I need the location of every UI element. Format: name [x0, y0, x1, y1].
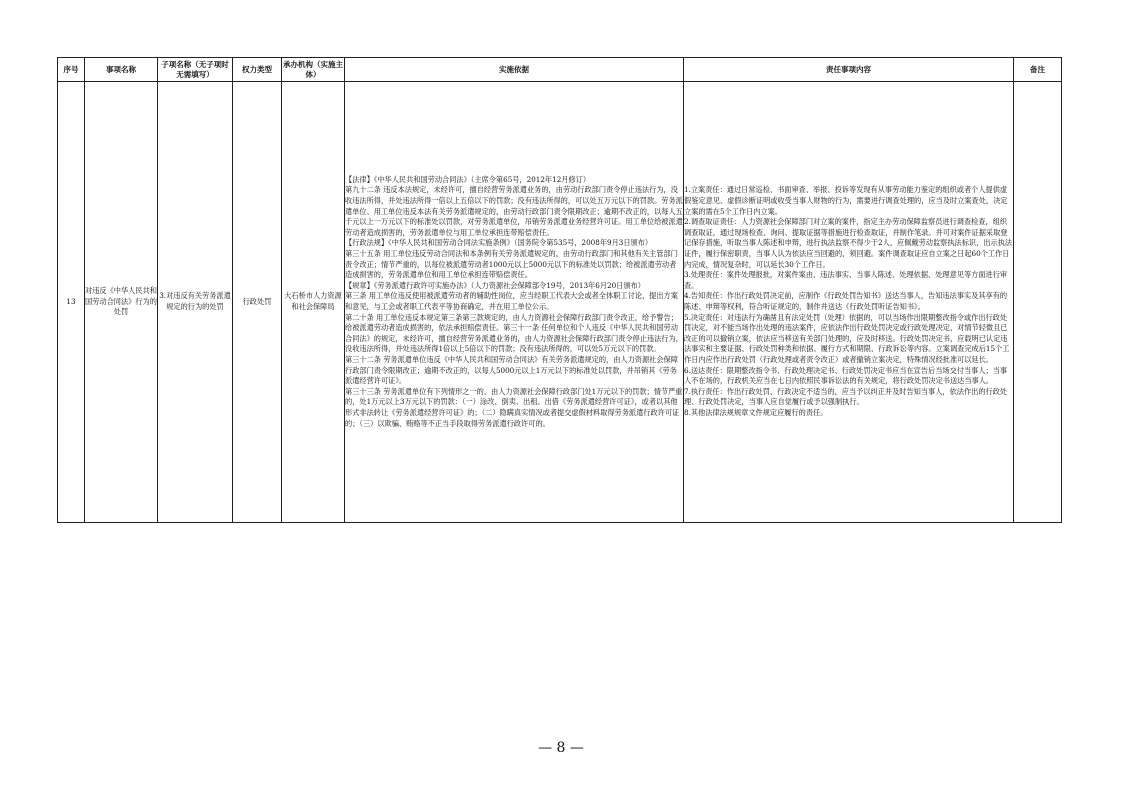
- header-item-name: 事项名称: [85, 58, 158, 82]
- duty-line: 1.立案责任：通过日常巡检、书面审查、举报、投诉等发现有从事劳动能力鉴定的组织或者个人提供虚假鉴定意见、虚假诊断证明或收受当事人财物的行为，需要进行调查处理的，应当及时立案查处，决定立案的需在5个工作日内立案。: [684, 185, 1008, 216]
- header-agency: 承办机构（实施主体）: [282, 58, 345, 82]
- header-basis: 实施依据: [345, 58, 684, 82]
- cell-power-type: 行政处罚: [233, 82, 282, 523]
- duty-line: 7.执行责任：作出行政处罚、行政决定不适当的，应当予以纠正并及时告知当事人，依法作出的行政处理、行政处罚决定，当事人应自觉履行或予以强制执行。: [684, 386, 1008, 407]
- basis-line: 【规章】《劳务派遣行政许可实施办法》（人力资源社会保障部令19号，2013年6月20日颁布）: [345, 280, 645, 290]
- basis-line: 第三十五条 用工单位违反劳动合同法和本条例有关劳务派遣规定的，由劳动行政部门和其他有关主管部门责令改正；情节严重的，以每位被派遣劳动者1000元以上5000元以下的标准处以罚款；给被派遣劳动者造成损害的，劳务派遣单位和用工单位承担连带赔偿责任。: [345, 249, 678, 280]
- cell-sub-item: 3.对违反有关劳务派遣规定的行为的处罚: [158, 82, 233, 523]
- table-row: [58, 82, 1062, 523]
- header-seq: 序号: [58, 58, 85, 82]
- basis-line: 第三条 用工单位违反使用被派遣劳动者的辅助性岗位，应当经职工代表大会或者全体职工讨论，提出方案和意见，与工会或者职工代表平等协商确定，并在用工单位公示。: [345, 291, 678, 311]
- header-sub-item: 子项名称（无子项时无需填写）: [158, 58, 233, 82]
- cell-item-name: 对违反《中华人民共和国劳动合同法》行为的处罚: [85, 82, 158, 523]
- header-remark: 备注: [1014, 58, 1062, 82]
- duty-line: 3.处理责任：案件处理报批，对案件案由、违法事实、当事人陈述、处理依据、处理意见等方面进行审查。: [684, 270, 1008, 290]
- header-row: [58, 58, 1062, 82]
- responsibility-table: [57, 57, 1062, 523]
- basis-line: 【行政法规】《中华人民共和国劳动合同法实施条例》（国务院令第535号，2008年9月3日颁布）: [345, 238, 653, 248]
- header-duty: 责任事项内容: [684, 58, 1014, 82]
- cell-remark: [1014, 82, 1062, 523]
- duty-line: 6.送达责任：限期整改指令书、行政处理决定书、行政处罚决定书应当在宣告后当场交付当事人；当事人不在场的，行政机关应当在七日内依照民事诉讼法的有关规定，将行政处罚决定书送达当事人。: [684, 365, 1008, 386]
- cell-duty: [684, 82, 1014, 523]
- duty-line: 2.调查取证责任：人力资源社会保障部门对立案的案件，指定主办劳动保障监察员进行调查检查，组织调查取证，通过现场检查、询问、提取证据等措施进行检查取证，并制作笔录。并可对案件证据采取登记保存措施，听取当事人陈述和申辩，进行执法监察不得少于2人，应佩戴劳动监察执法标识，出示执法证件，履行保密职责，当事人认为依法应当回避的，须回避。案件调查取证应自立案之日起60个工作日内完成，情况复杂时，可以延长30个工作日。: [684, 217, 1013, 269]
- basis-line: 【法律】《中华人民共和国劳动合同法》（主席令第65号，2012年12月修订）: [345, 174, 591, 184]
- duty-line: 5.决定责任：对违法行为确凿且有法定处罚（处理）依据的，可以当场作出限期整改指令或作出行政处罚决定，对不能当场作出处理的违法案件，应依法作出行政处罚决定或行政处理决定，对情节轻微且已改正的可以撤销立案，依法应当移送有关部门处理的，应及时移送。行政处罚决定书，应载明已认定违法事实和主要证据、行政处罚种类和依据、履行方式和期限、行政诉讼等内容。立案调查完成后15个工作日内应作出行政处罚（行政处理或者责令改正）或者撤销立案决定，特殊情况经批准可以延长。: [684, 312, 1010, 364]
- header-power-type: 权力类型: [233, 58, 282, 82]
- basis-line: 第九十二条 违反本法规定，未经许可，擅自经营劳务派遣业务的，由劳动行政部门责令停止违法行为，没收违法所得，并处违法所得一倍以上五倍以下的罚款；没有违法所得的，可以处五万元以下的罚款。劳务派遣单位、用工单位违反本法有关劳务派遣规定的，由劳动行政部门责令限期改正；逾期不改正的，以每人五千元以上一万元以下的标准处以罚款，对劳务派遣单位，吊销劳务派遣业务经营许可证。用工单位给被派遣劳动者造成损害的，劳务派遣单位与用工单位承担连带赔偿责任。: [345, 185, 683, 237]
- basis-line: 第二十条 用工单位违反本规定第三条第三款规定的，由人力资源社会保障行政部门责令改正，给予警告；给被派遣劳动者造成损害的，依法承担赔偿责任。第三十一条 任何单位和个人违反《中华人民共和国劳动合同法》的规定，未经许可，擅自经营劳务派遣业务的，由人力资源社会保障行政部门责令停止违法行为，没收违法所得，并处违法所得1倍以上5倍以下的罚款；没有违法所得的，可以处5万元以下的罚款。: [345, 312, 683, 354]
- cell-basis: [345, 82, 684, 523]
- cell-seq: 13: [58, 82, 85, 523]
- basis-line: 第三十二条 劳务派遣单位违反《中华人民共和国劳动合同法》有关劳务派遣规定的，由人力资源社会保障行政部门责令限期改正；逾期不改正的，以每人5000元以上1万元以下的标准处以罚款，并吊销其《劳务派遣经营许可证》。: [345, 354, 678, 386]
- page-number: — 8 —: [538, 740, 584, 756]
- basis-line: 第三十三条 劳务派遣单位有下列情形之一的，由人力资源社会保障行政部门处1万元以下的罚款；情节严重的，处1万元以上3万元以下的罚款：（一）涂改、倒卖、出租、出借《劳务派遣经营许可证》，或者以其他形式非法转让《劳务派遣经营许可证》的；（二）隐瞒真实情况或者提交虚假材料取得劳务派遣行政许可证的；（三）以欺骗、贿赂等不正当手段取得劳务派遣行政许可的。: [345, 386, 683, 428]
- cell-agency: 大石桥市人力资源和社会保障局: [282, 82, 345, 523]
- duty-line: 4.告知责任：作出行政处罚决定前，应制作《行政处罚告知书》送达当事人，告知违法事实及其享有的陈述、申辩等权利，符合听证规定的，制作并送达《行政处罚听证告知书》。: [684, 291, 1008, 311]
- duty-line: 8.其他法律法规规章文件规定应履行的责任。: [684, 407, 828, 417]
